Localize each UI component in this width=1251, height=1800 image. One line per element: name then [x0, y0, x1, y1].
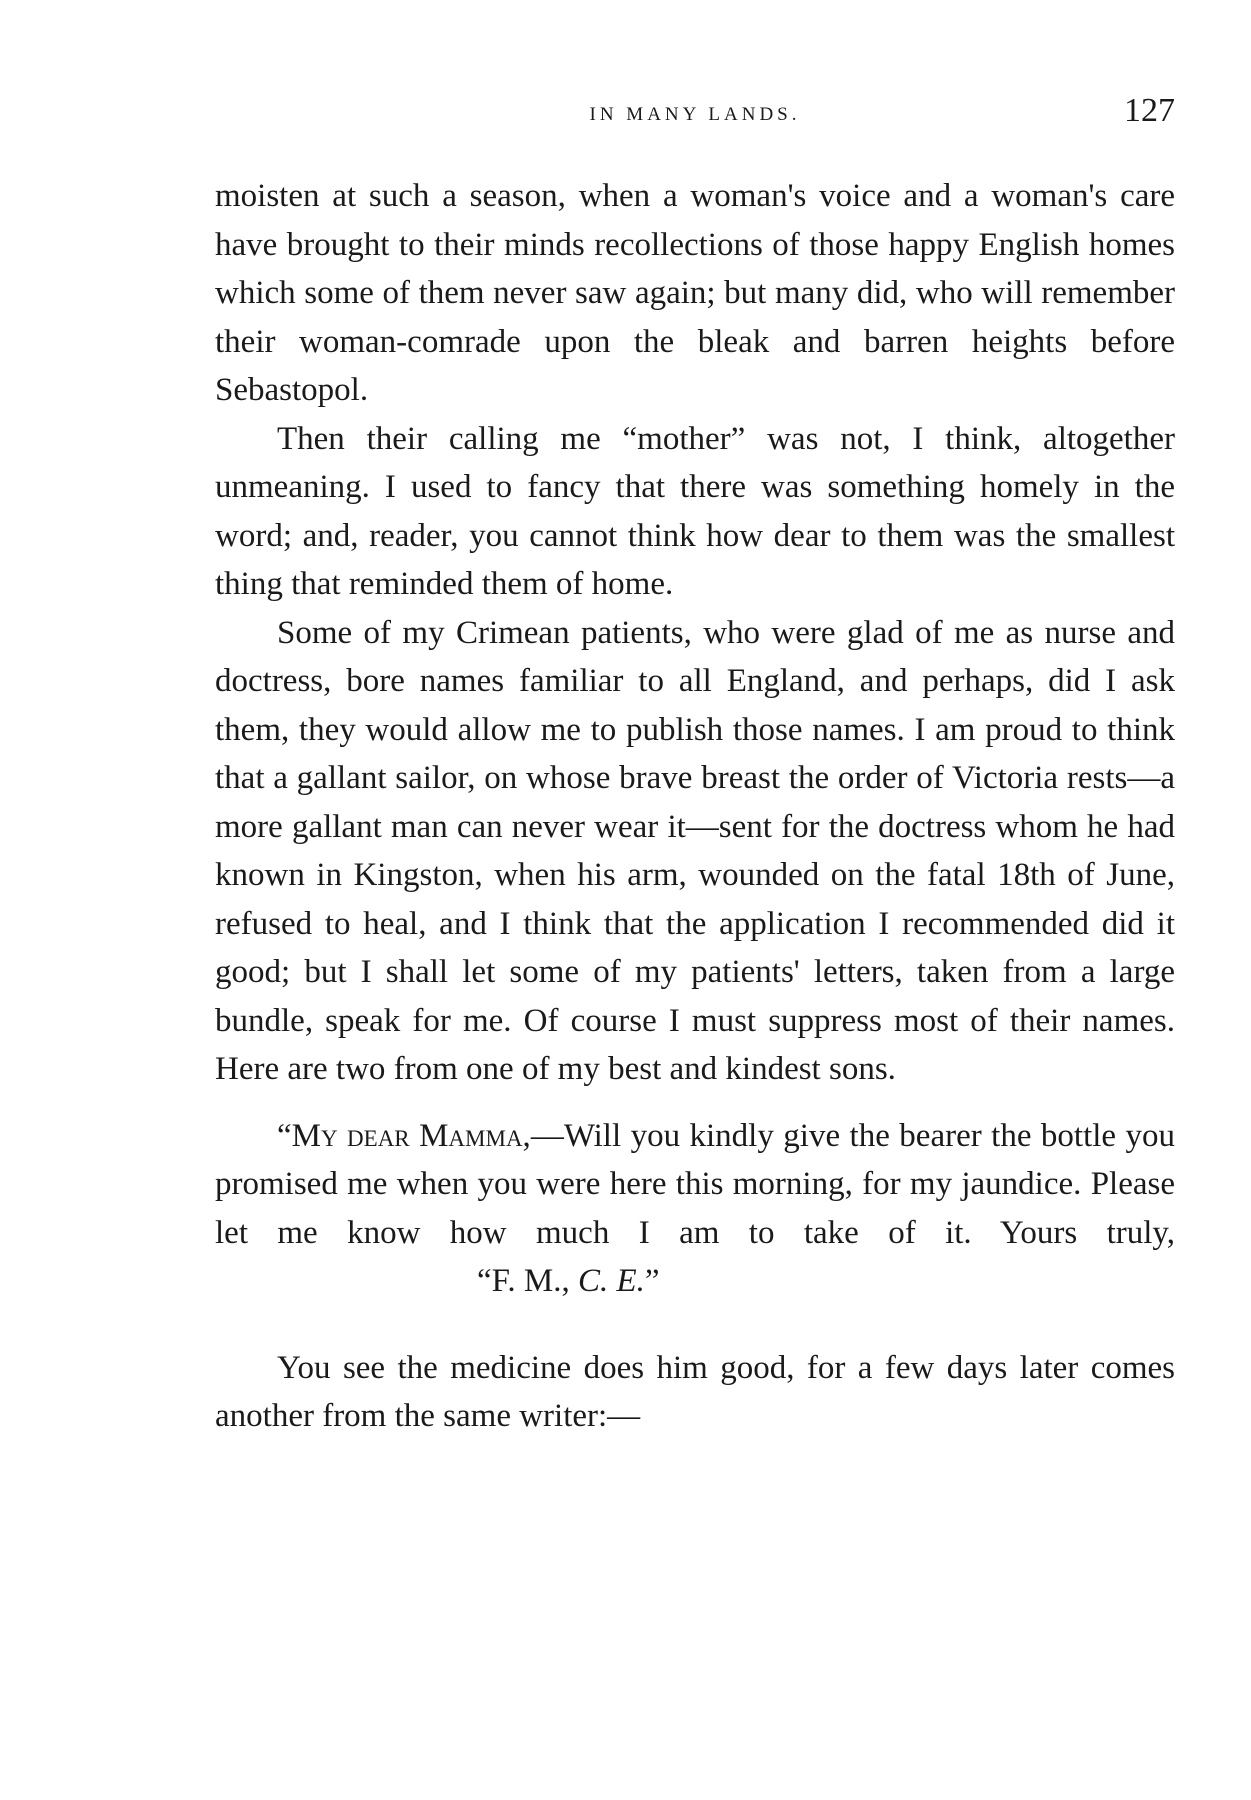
signature-close-quote: ” — [644, 1263, 660, 1299]
paragraph-medicine: You see the medicine does him good, for a few days later comes another from the same writer:— — [215, 1349, 1175, 1434]
signature-title: C. E. — [577, 1263, 645, 1299]
paragraph-continued: moisten at such a season, when a woman's voice and a woman's care have brought to their minds recollections of those happy English homes which some of them never saw again; but many did, who will remember their woman-comrade upon the bleak and barren heights before Sebastopol. — [215, 178, 1175, 408]
paragraph-patients: Some of my Crimean patients, who were glad of me as nurse and doctress, bore names familiar to all England, and perhaps, did I ask them, they would allow me to publish those names. I am proud to think that a gallant sailor, on whose brave breast the order of Victoria rests—a more gallant man can never wear it—sent for the doctress whom he had known in Kingston, when his arm, wounded on the fatal 18th of June, refused to heal, and I think that the application I recommended did it good; but I shall let some of my patients' letters, taken from a large bundle, speak for me. Of course I must suppress most of their names. Here are two from one of my best and kindest sons. — [215, 614, 1175, 1087]
body-text — [215, 172, 1175, 1441]
letter-salutation: “My dear Mamma, — [277, 1117, 531, 1154]
running-head — [215, 92, 1175, 142]
letter-quote — [215, 1112, 1175, 1306]
page-number: 127 — [1124, 92, 1175, 129]
letter-signature — [415, 1257, 660, 1306]
running-title: IN MANY LANDS. — [589, 104, 801, 125]
letter-body: —Will you kindly give the bearer the bottle you promised me when you were here this morning, for my jaundice. Please let me know how much I am to take of it. Yours truly, — [215, 1117, 1175, 1251]
signature-initials: “F. M., — [477, 1263, 578, 1299]
paragraph-mother: Then their calling me “mother” was not, I think, altogether unmeaning. I used to fancy that there was something homely in the word; and, reader, you cannot think how dear to them was the smallest thing that reminded them of home. — [215, 420, 1175, 602]
